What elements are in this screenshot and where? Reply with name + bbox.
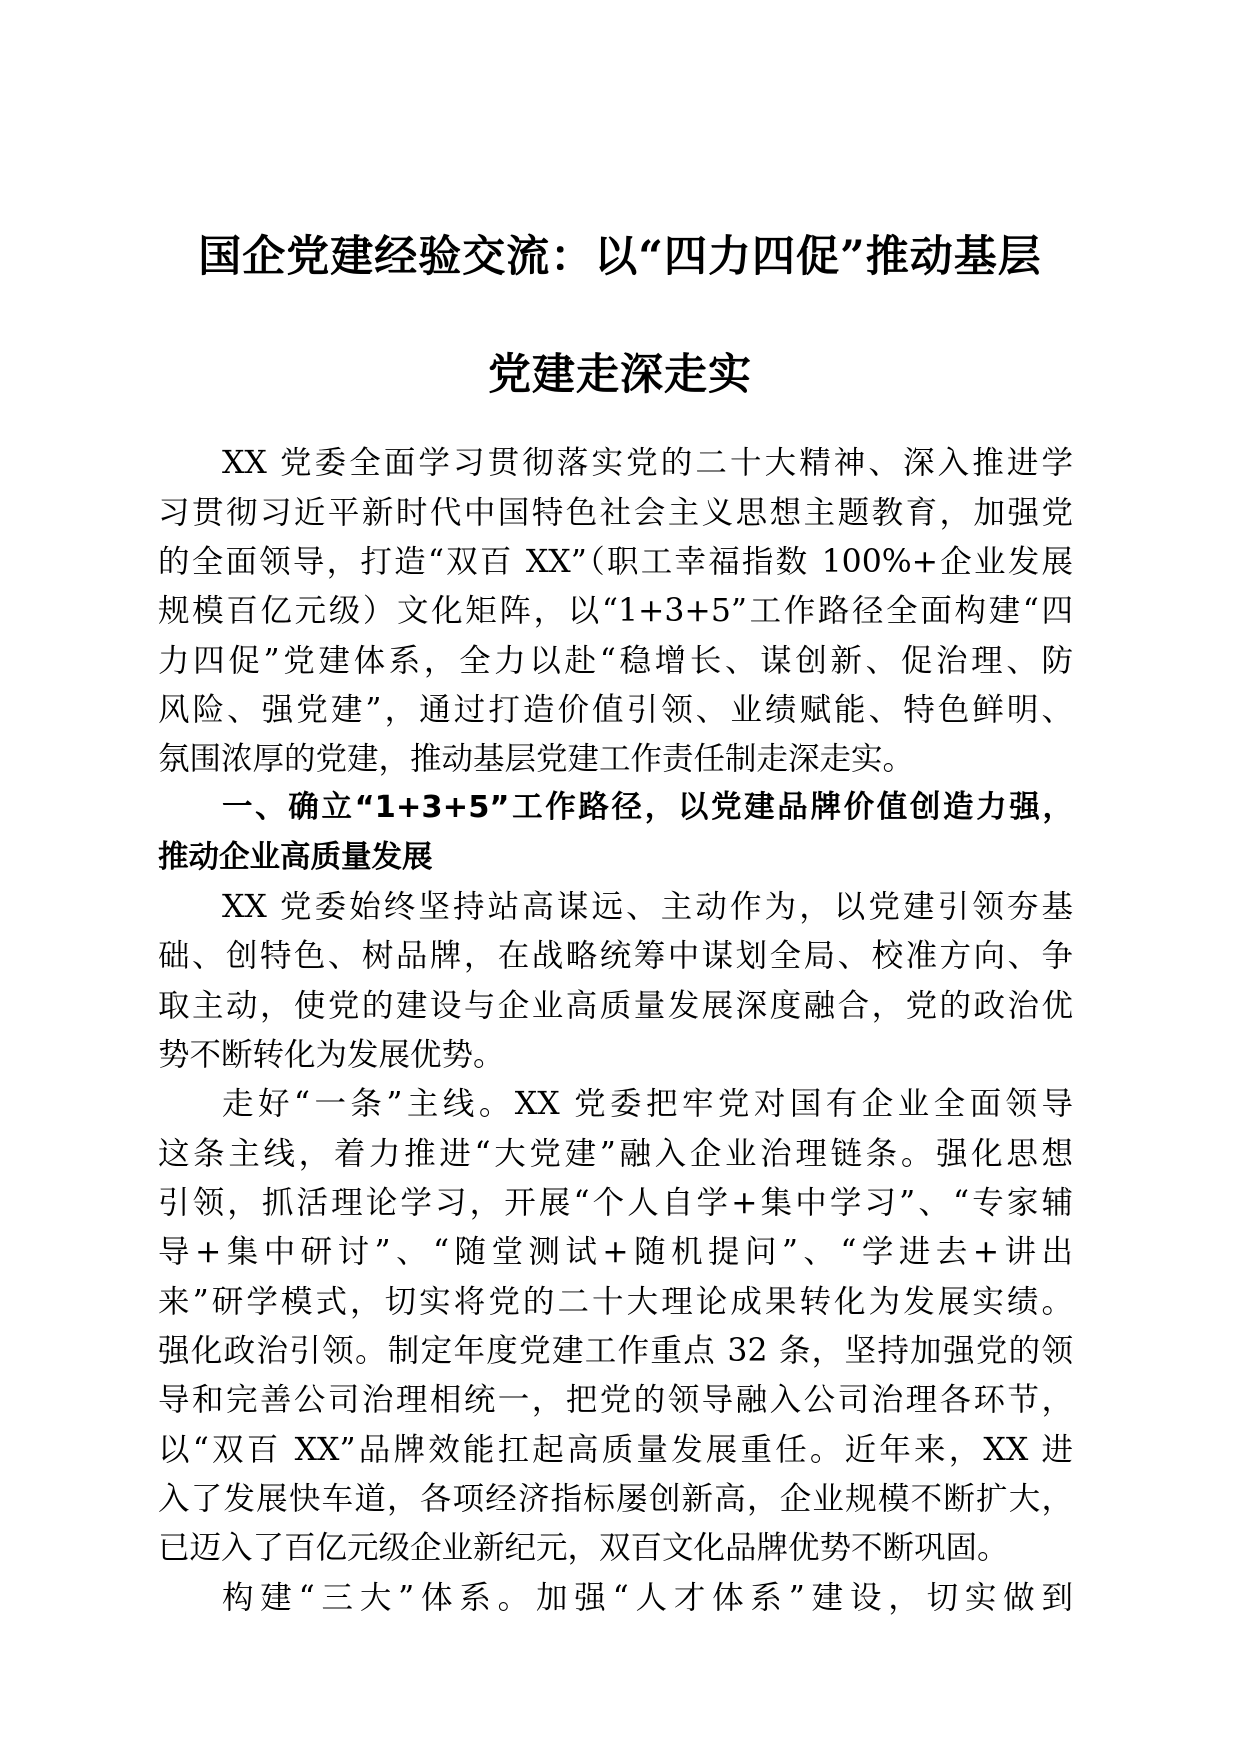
section-heading-line: 一、确立“1+3+5”工作路径，以党建品牌价值创造力强，	[222, 790, 1073, 825]
paragraph-line: 已迈入了百亿元级企业新纪元，双百文化品牌优势不断巩固。	[158, 1530, 1009, 1566]
paragraph-line: 引领，抓活理论学习，开展“个人自学+集中学习”、“专家辅	[158, 1185, 1073, 1221]
paragraph-line: 走好“一条”主线。XX 党委把牢党对国有企业全面领导	[222, 1086, 1073, 1122]
paragraph-line: 势不断转化为发展优势。	[158, 1037, 505, 1073]
paragraph-line: 导和完善公司治理相统一，把党的领导融入公司治理各环节，	[158, 1382, 1073, 1418]
paragraph-line: 来”研学模式，切实将党的二十大理论成果转化为发展实绩。	[158, 1284, 1073, 1320]
paragraph-line: 风险、强党建”，通过打造价值引领、业绩赋能、特色鲜明、	[158, 692, 1073, 728]
paragraph-line: 的全面领导，打造“双百 XX”（职工幸福指数 100%+企业发展	[158, 544, 1073, 580]
paragraph-line: 规模百亿元级）文化矩阵，以“1+3+5”工作路径全面构建“四	[158, 593, 1073, 629]
paragraph-line: 力四促”党建体系，全力以赴“稳增长、谋创新、促治理、防	[158, 643, 1073, 679]
paragraph-line: 习贯彻习近平新时代中国特色社会主义思想主题教育，加强党	[158, 495, 1073, 531]
paragraph-line: 础、创特色、树品牌，在战略统筹中谋划全局、校准方向、争	[158, 938, 1073, 974]
document-title-line-1: 国企党建经验交流：以“四力四促”推动基层	[198, 232, 1042, 282]
paragraph-line: 以“双百 XX”品牌效能扛起高质量发展重任。近年来，XX 进	[158, 1432, 1073, 1468]
paragraph-line: 取主动，使党的建设与企业高质量发展深度融合，党的政治优	[158, 988, 1073, 1024]
paragraph-line: 这条主线，着力推进“大党建”融入企业治理链条。强化思想	[158, 1136, 1073, 1172]
paragraph-line: 入了发展快车道，各项经济指标屡创新高，企业规模不断扩大，	[158, 1481, 1073, 1517]
paragraph-line: 构建“三大”体系。加强“人才体系”建设，切实做到	[222, 1580, 1073, 1616]
paragraph-line: 氛围浓厚的党建，推动基层党建工作责任制走深走实。	[158, 741, 915, 777]
paragraph-line: 强化政治引领。制定年度党建工作重点 32 条，坚持加强党的领	[158, 1333, 1073, 1369]
paragraph-line: XX 党委全面学习贯彻落实党的二十大精神、深入推进学	[222, 445, 1073, 481]
paragraph-line: 导+集中研讨”、“随堂测试+随机提问”、“学进去+讲出	[158, 1234, 1073, 1270]
section-heading-line: 推动企业高质量发展	[158, 840, 433, 875]
document-title-line-2: 党建走深走实	[488, 350, 752, 400]
paragraph-line: XX 党委始终坚持站高谋远、主动作为，以党建引领夯基	[222, 889, 1073, 925]
